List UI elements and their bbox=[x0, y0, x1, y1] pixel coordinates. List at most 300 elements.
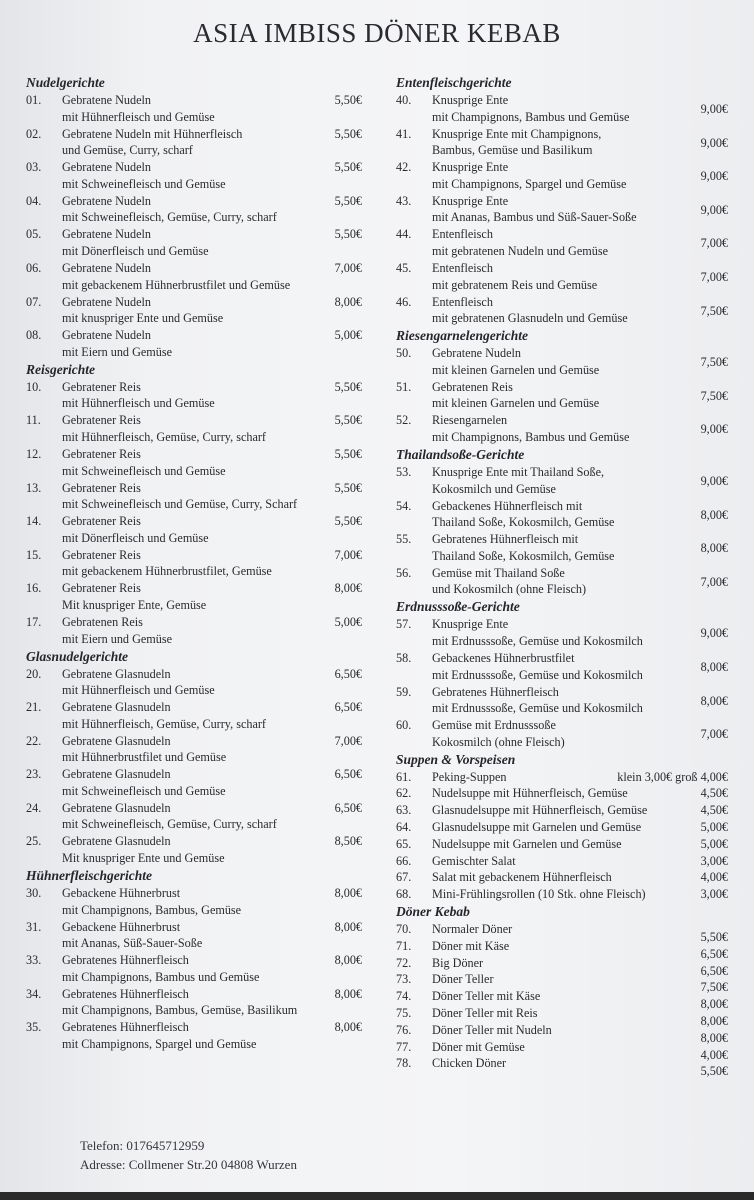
item-name: Döner Teller mit Käse bbox=[432, 989, 541, 1004]
menu-item bbox=[394, 531, 754, 565]
item-number: 05. bbox=[26, 227, 42, 242]
item-description bbox=[432, 802, 672, 819]
item-name: Peking-Suppen bbox=[432, 769, 507, 784]
item-price: 4,00€ bbox=[700, 870, 728, 885]
item-details: Thailand Soße, Kokosmilch, Gemüse bbox=[432, 515, 615, 530]
item-price: 7,00€ bbox=[700, 574, 728, 589]
item-name: Gebratene Glasnudeln bbox=[62, 767, 171, 782]
item-price: 4,00€ bbox=[700, 1047, 728, 1062]
menu-item bbox=[394, 1055, 754, 1079]
item-name: Nudelsuppe mit Garnelen und Gemüse bbox=[432, 836, 622, 851]
item-description bbox=[62, 766, 225, 799]
item-details: mit Schweinefleisch, Gemüse, Curry, scharf bbox=[62, 210, 277, 225]
item-price: 9,00€ bbox=[700, 102, 728, 116]
menu-item bbox=[394, 565, 754, 599]
menu-item bbox=[24, 446, 376, 480]
item-name: Gebratenes Hühnerfleisch bbox=[432, 684, 559, 699]
item-details: Kokosmilch (ohne Fleisch) bbox=[432, 734, 565, 749]
item-description bbox=[62, 952, 259, 985]
item-number: 34. bbox=[26, 986, 42, 1001]
item-details: mit Ananas, Bambus und Süß-Sauer-Soße bbox=[432, 210, 637, 225]
item-price: 7,50€ bbox=[700, 980, 728, 995]
item-description bbox=[432, 955, 483, 972]
item-description bbox=[62, 1019, 256, 1052]
item-name: Gebratene Nudeln bbox=[432, 346, 521, 361]
item-price: 7,00€ bbox=[700, 236, 728, 251]
item-number: 68. bbox=[396, 887, 412, 902]
item-name: Gebratener Reis bbox=[62, 547, 141, 562]
item-number: 35. bbox=[26, 1020, 42, 1035]
menu-item bbox=[394, 886, 754, 903]
item-name: Gebackene Hühnerbrust bbox=[62, 919, 181, 934]
item-number: 70. bbox=[396, 922, 412, 937]
item-number: 16. bbox=[26, 581, 42, 596]
item-price: 7,50€ bbox=[700, 303, 728, 318]
item-name: Riesengarnelen bbox=[432, 413, 508, 428]
item-price: 7,50€ bbox=[700, 388, 728, 403]
item-number: 50. bbox=[396, 346, 412, 361]
menu-item bbox=[24, 126, 376, 160]
item-number: 52. bbox=[396, 413, 412, 428]
menu-item bbox=[24, 260, 376, 294]
item-description bbox=[432, 345, 599, 378]
item-number: 71. bbox=[396, 938, 412, 953]
item-name: Gebratene Glasnudeln bbox=[62, 733, 171, 748]
menu-item bbox=[24, 885, 376, 919]
item-description bbox=[432, 260, 597, 293]
item-details: mit knuspriger Ente und Gemüse bbox=[62, 311, 224, 326]
item-description bbox=[432, 988, 540, 1005]
item-name: Gebratene Nudeln bbox=[62, 328, 151, 343]
menu-item bbox=[394, 260, 754, 294]
menu-item bbox=[394, 684, 754, 718]
item-name: Gebratenes Hühnerfleisch bbox=[62, 986, 189, 1001]
item-details: mit Champignons, Bambus, Gemüse bbox=[62, 902, 242, 917]
menu-item bbox=[394, 379, 754, 413]
menu-item bbox=[394, 159, 754, 193]
item-price: 6,50€ bbox=[700, 946, 728, 961]
item-number: 64. bbox=[396, 820, 412, 835]
item-price: 6,50€ bbox=[334, 700, 362, 715]
item-name: Gebratene Glasnudeln bbox=[62, 700, 171, 715]
item-description bbox=[62, 986, 297, 1019]
item-name: Gebratene Glasnudeln bbox=[62, 834, 171, 849]
item-details: mit Erdnusssoße, Gemüse und Kokosmilch bbox=[432, 667, 643, 682]
item-description bbox=[62, 126, 242, 159]
menu-item bbox=[24, 666, 376, 700]
item-name: Gebratener Reis bbox=[62, 514, 141, 529]
item-price: 8,00€ bbox=[334, 294, 362, 309]
item-number: 42. bbox=[396, 160, 412, 175]
menu-item bbox=[394, 785, 754, 802]
page-title: ASIA IMBISS DÖNER KEBAB bbox=[193, 18, 561, 48]
menu-item bbox=[394, 92, 754, 126]
item-price: 5,00€ bbox=[700, 836, 728, 851]
item-price: 3,00€ bbox=[700, 887, 728, 902]
item-name: Gebratene Nudeln bbox=[62, 227, 151, 242]
menu-item bbox=[24, 513, 376, 547]
item-number: 65. bbox=[396, 836, 412, 851]
item-name: Gebratene Nudeln bbox=[62, 260, 151, 275]
item-name: Gebratener Reis bbox=[62, 581, 141, 596]
item-name: Gebackenes Hühnerfleisch mit bbox=[432, 498, 583, 513]
item-price: 7,00€ bbox=[334, 260, 362, 275]
contact-footer bbox=[80, 1136, 297, 1174]
item-description bbox=[62, 226, 209, 259]
item-name: Döner Teller mit Nudeln bbox=[432, 1022, 552, 1037]
menu-item bbox=[394, 853, 754, 870]
item-description bbox=[62, 666, 215, 699]
item-price: 8,00€ bbox=[700, 1030, 728, 1045]
item-price: 8,00€ bbox=[700, 507, 728, 522]
right-column bbox=[394, 74, 754, 1079]
item-number: 30. bbox=[26, 886, 42, 901]
item-description bbox=[432, 869, 672, 886]
address: Adresse: Collmener Str.20 04808 Wurzen bbox=[80, 1157, 297, 1172]
item-name: Gebackenes Hühnerbrustfilet bbox=[432, 650, 575, 665]
item-description bbox=[62, 193, 277, 226]
item-description bbox=[62, 800, 277, 833]
item-price: 5,50€ bbox=[700, 1064, 728, 1079]
item-number: 01. bbox=[26, 93, 42, 107]
item-name: Gebratener Reis bbox=[62, 446, 141, 461]
item-details: mit Hühnerfleisch und Gemüse bbox=[62, 396, 215, 411]
item-price: 6,50€ bbox=[700, 963, 728, 978]
item-number: 02. bbox=[26, 126, 42, 141]
menu-item bbox=[24, 833, 376, 867]
item-price: 8,00€ bbox=[334, 953, 362, 968]
item-price: 5,00€ bbox=[334, 614, 362, 629]
item-details: mit gebratenen Glasnudeln und Gemüse bbox=[432, 311, 628, 326]
item-description bbox=[432, 379, 599, 412]
item-price: 6,50€ bbox=[334, 800, 362, 815]
item-price: 5,50€ bbox=[334, 446, 362, 461]
item-name: Gebratene Glasnudeln bbox=[62, 800, 171, 815]
item-description bbox=[432, 785, 672, 802]
item-number: 31. bbox=[26, 919, 42, 934]
item-name: Gemüse mit Erdnusssoße bbox=[432, 718, 556, 733]
item-description bbox=[432, 464, 604, 497]
item-price: 5,50€ bbox=[334, 514, 362, 529]
item-number: 17. bbox=[26, 614, 42, 629]
item-number: 61. bbox=[396, 769, 412, 784]
item-number: 60. bbox=[396, 718, 412, 733]
item-price: 5,50€ bbox=[334, 193, 362, 208]
section-heading: Riesengarnelengerichte bbox=[396, 328, 528, 344]
left-column bbox=[24, 74, 376, 1053]
item-number: 24. bbox=[26, 800, 42, 815]
item-name: Nudelsuppe mit Hühnerfleisch, Gemüse bbox=[432, 786, 628, 801]
menu-item bbox=[394, 464, 754, 498]
item-description bbox=[62, 580, 206, 613]
item-description bbox=[432, 412, 629, 445]
menu-item bbox=[394, 769, 754, 786]
menu-item bbox=[24, 919, 376, 953]
item-price: 3,00€ bbox=[700, 853, 728, 868]
item-description bbox=[432, 193, 637, 226]
item-details: und Kokosmilch (ohne Fleisch) bbox=[432, 582, 587, 597]
item-price: 7,00€ bbox=[334, 547, 362, 562]
item-description bbox=[62, 379, 215, 412]
item-number: 58. bbox=[396, 650, 412, 665]
menu-item bbox=[24, 379, 376, 413]
item-name: Gebratenes Hühnerfleisch bbox=[62, 953, 189, 968]
item-details: mit Erdnusssoße, Gemüse und Kokosmilch bbox=[432, 701, 643, 716]
item-price: 5,50€ bbox=[334, 93, 362, 107]
item-number: 67. bbox=[396, 870, 412, 885]
menu-item bbox=[394, 193, 754, 227]
section-heading: Erdnusssoße-Gerichte bbox=[396, 599, 520, 615]
item-description bbox=[62, 513, 209, 546]
item-details: mit Schweinefleisch, Gemüse, Curry, scharf bbox=[62, 817, 277, 832]
section-heading: Suppen & Vorspeisen bbox=[396, 751, 516, 767]
item-description bbox=[62, 327, 172, 360]
item-name: Normaler Döner bbox=[432, 922, 513, 937]
menu-item bbox=[24, 480, 376, 514]
item-name: Knusprige Ente bbox=[432, 617, 509, 632]
item-name: Gemischter Salat bbox=[432, 853, 516, 868]
item-description bbox=[62, 699, 266, 732]
menu-item bbox=[24, 193, 376, 227]
item-number: 41. bbox=[396, 126, 412, 141]
menu-item bbox=[394, 921, 754, 945]
item-description bbox=[432, 1055, 506, 1072]
item-number: 55. bbox=[396, 532, 412, 547]
item-details: mit Schweinefleisch und Gemüse bbox=[62, 176, 226, 191]
section-heading: Döner Kebab bbox=[396, 904, 470, 920]
table-edge bbox=[0, 1192, 754, 1200]
item-price: 8,00€ bbox=[334, 919, 362, 934]
item-description bbox=[432, 498, 614, 531]
section-heading: Hühnerfleischgerichte bbox=[26, 868, 153, 884]
item-description bbox=[432, 819, 672, 836]
item-number: 20. bbox=[26, 666, 42, 681]
menu-item bbox=[394, 294, 754, 328]
item-details: mit Champignons, Bambus und Gemüse bbox=[432, 109, 630, 124]
item-description bbox=[432, 616, 643, 649]
item-price: 8,00€ bbox=[334, 886, 362, 901]
menu-item bbox=[24, 226, 376, 260]
menu-item bbox=[394, 819, 754, 836]
item-details: Bambus, Gemüse und Basilikum bbox=[432, 143, 593, 158]
menu-item bbox=[394, 988, 754, 1012]
item-name: Glasnudelsuppe mit Hühnerfleisch, Gemüse bbox=[432, 803, 648, 818]
item-price: 5,50€ bbox=[334, 126, 362, 141]
item-number: 22. bbox=[26, 733, 42, 748]
item-description bbox=[432, 971, 494, 988]
item-details: mit Champignons, Bambus und Gemüse bbox=[432, 429, 630, 444]
menu-item bbox=[394, 971, 754, 995]
item-description bbox=[432, 92, 629, 125]
menu-item bbox=[394, 717, 754, 751]
menu-item bbox=[394, 226, 754, 260]
item-price: 9,00€ bbox=[700, 135, 728, 150]
item-price: 9,00€ bbox=[700, 422, 728, 437]
item-price: 4,50€ bbox=[700, 786, 728, 801]
menu-item bbox=[24, 294, 376, 328]
item-price: 8,00€ bbox=[700, 693, 728, 708]
item-description bbox=[432, 886, 672, 903]
section-heading: Glasnudelgerichte bbox=[26, 648, 129, 664]
item-number: 25. bbox=[26, 834, 42, 849]
section-heading: Entenfleischgerichte bbox=[396, 75, 512, 90]
item-description bbox=[432, 1039, 525, 1056]
menu-item bbox=[24, 92, 376, 126]
item-number: 59. bbox=[396, 684, 412, 699]
item-price: 8,00€ bbox=[334, 581, 362, 596]
item-price: 7,00€ bbox=[700, 727, 728, 742]
item-description bbox=[62, 480, 297, 513]
menu-item bbox=[24, 699, 376, 733]
item-description bbox=[62, 614, 172, 647]
item-price: 9,00€ bbox=[700, 473, 728, 488]
item-name: Gebratene Nudeln mit Hühnerfleisch bbox=[62, 126, 243, 141]
menu-item bbox=[394, 650, 754, 684]
item-number: 56. bbox=[396, 565, 412, 580]
menu-item bbox=[24, 952, 376, 986]
item-number: 75. bbox=[396, 1006, 412, 1021]
item-description bbox=[432, 126, 601, 159]
item-price: 6,50€ bbox=[334, 666, 362, 681]
item-price: 5,50€ bbox=[334, 227, 362, 242]
item-description bbox=[432, 938, 509, 955]
item-name: Knusprige Ente mit Thailand Soße, bbox=[432, 464, 605, 479]
item-name: Mini-Frühlingsrollen (10 Stk. ohne Fleisch) bbox=[432, 887, 646, 902]
menu-item bbox=[24, 412, 376, 446]
item-number: 10. bbox=[26, 379, 42, 394]
item-number: 13. bbox=[26, 480, 42, 495]
item-name: Knusprige Ente bbox=[432, 160, 509, 175]
item-description bbox=[432, 853, 672, 870]
item-price: 5,50€ bbox=[334, 160, 362, 175]
phone-number: Telefon: 017645712959 bbox=[80, 1138, 205, 1153]
item-name: Döner mit Käse bbox=[432, 938, 510, 953]
item-number: 78. bbox=[396, 1056, 412, 1071]
item-number: 77. bbox=[396, 1039, 412, 1054]
item-number: 04. bbox=[26, 193, 42, 208]
item-price: 8,00€ bbox=[700, 997, 728, 1012]
item-number: 14. bbox=[26, 514, 42, 529]
item-number: 74. bbox=[396, 989, 412, 1004]
item-number: 54. bbox=[396, 498, 412, 513]
item-number: 12. bbox=[26, 446, 42, 461]
item-details: mit Hühnerfleisch und Gemüse bbox=[62, 109, 215, 124]
item-details: mit Champignons, Spargel und Gemüse bbox=[62, 1037, 257, 1052]
item-name: Entenfleisch bbox=[432, 294, 493, 309]
item-description bbox=[432, 226, 608, 259]
item-number: 08. bbox=[26, 328, 42, 343]
item-number: 45. bbox=[396, 260, 412, 275]
item-number: 07. bbox=[26, 294, 42, 309]
item-name: Gebratenes Hühnerfleisch mit bbox=[432, 532, 579, 547]
item-price: 5,00€ bbox=[334, 328, 362, 343]
menu-item bbox=[394, 126, 754, 160]
item-name: Döner mit Gemüse bbox=[432, 1039, 525, 1054]
item-details: Mit knuspriger Ente und Gemüse bbox=[62, 851, 225, 866]
item-details: mit Champignons, Bambus und Gemüse bbox=[62, 969, 260, 984]
menu-item bbox=[394, 1022, 754, 1045]
item-details: mit Eiern und Gemüse bbox=[62, 344, 173, 359]
item-name: Knusprige Ente mit Champignons, bbox=[432, 126, 602, 141]
item-number: 43. bbox=[396, 193, 412, 208]
menu-item bbox=[24, 986, 376, 1020]
item-name: Gebratene Nudeln bbox=[62, 193, 151, 208]
item-description bbox=[62, 260, 290, 293]
item-details: mit Schweinefleisch und Gemüse bbox=[62, 463, 226, 478]
item-price: 9,00€ bbox=[700, 626, 728, 641]
item-description bbox=[62, 833, 224, 866]
item-name: Gebratenen Reis bbox=[62, 614, 143, 629]
item-name: Gebratene Glasnudeln bbox=[62, 666, 171, 681]
item-description bbox=[432, 650, 643, 683]
item-number: 72. bbox=[396, 955, 412, 970]
item-description bbox=[62, 547, 272, 580]
item-details: mit Schweinefleisch und Gemüse, Curry, Scharf bbox=[62, 497, 298, 512]
item-description bbox=[62, 412, 266, 445]
item-price: 7,00€ bbox=[700, 269, 728, 284]
menu-item bbox=[24, 614, 376, 648]
item-details: mit gebackenem Hühnerbrustfilet und Gemüse bbox=[62, 277, 291, 292]
item-description bbox=[432, 1005, 538, 1022]
item-description bbox=[62, 446, 225, 479]
item-details: mit gebratenem Reis und Gemüse bbox=[432, 277, 598, 292]
item-number: 62. bbox=[396, 786, 412, 801]
menu-item bbox=[394, 869, 754, 886]
item-price: 6,50€ bbox=[334, 767, 362, 782]
item-name: Döner Teller bbox=[432, 972, 494, 987]
item-details: mit kleinen Garnelen und Gemüse bbox=[432, 362, 600, 377]
item-number: 15. bbox=[26, 547, 42, 562]
item-price: 5,50€ bbox=[334, 480, 362, 495]
item-number: 63. bbox=[396, 803, 412, 818]
item-price: 9,00€ bbox=[700, 202, 728, 217]
item-details: Kokosmilch und Gemüse bbox=[432, 481, 556, 496]
item-details: und Gemüse, Curry, scharf bbox=[62, 143, 193, 158]
item-number: 51. bbox=[396, 379, 412, 394]
menu-item bbox=[394, 616, 754, 650]
item-details: mit Hühnerfleisch und Gemüse bbox=[62, 683, 215, 698]
item-name: Gebratener Reis bbox=[62, 379, 141, 394]
item-name: Knusprige Ente bbox=[432, 93, 509, 107]
item-price: 5,50€ bbox=[700, 930, 728, 945]
item-description bbox=[432, 1022, 552, 1039]
item-description bbox=[62, 733, 226, 766]
item-details: mit gebratenen Nudeln und Gemüse bbox=[432, 243, 608, 258]
item-name: Entenfleisch bbox=[432, 227, 493, 242]
menu-item bbox=[394, 938, 754, 961]
item-details: mit Dönerfleisch und Gemüse bbox=[62, 243, 209, 258]
item-name: Glasnudelsuppe mit Garnelen und Gemüse bbox=[432, 820, 642, 835]
item-details: mit Dönerfleisch und Gemüse bbox=[62, 530, 209, 545]
item-name: Gemüse mit Thailand Soße bbox=[432, 565, 565, 580]
item-price: 8,00€ bbox=[334, 1020, 362, 1035]
item-details: mit Erdnusssoße, Gemüse und Kokosmilch bbox=[432, 633, 643, 648]
item-number: 33. bbox=[26, 953, 42, 968]
item-number: 53. bbox=[396, 464, 412, 479]
menu-item bbox=[24, 800, 376, 834]
item-name: Entenfleisch bbox=[432, 260, 493, 275]
item-description bbox=[62, 885, 241, 918]
item-price: 8,00€ bbox=[700, 1014, 728, 1029]
menu-item bbox=[394, 498, 754, 532]
item-price: 8,00€ bbox=[700, 541, 728, 556]
item-name: Gebratener Reis bbox=[62, 413, 141, 428]
menu-item bbox=[394, 345, 754, 379]
item-number: 03. bbox=[26, 160, 42, 175]
item-name: Gebratener Reis bbox=[62, 480, 141, 495]
item-details: mit Champignons, Spargel und Gemüse bbox=[432, 176, 627, 191]
item-number: 21. bbox=[26, 700, 42, 715]
